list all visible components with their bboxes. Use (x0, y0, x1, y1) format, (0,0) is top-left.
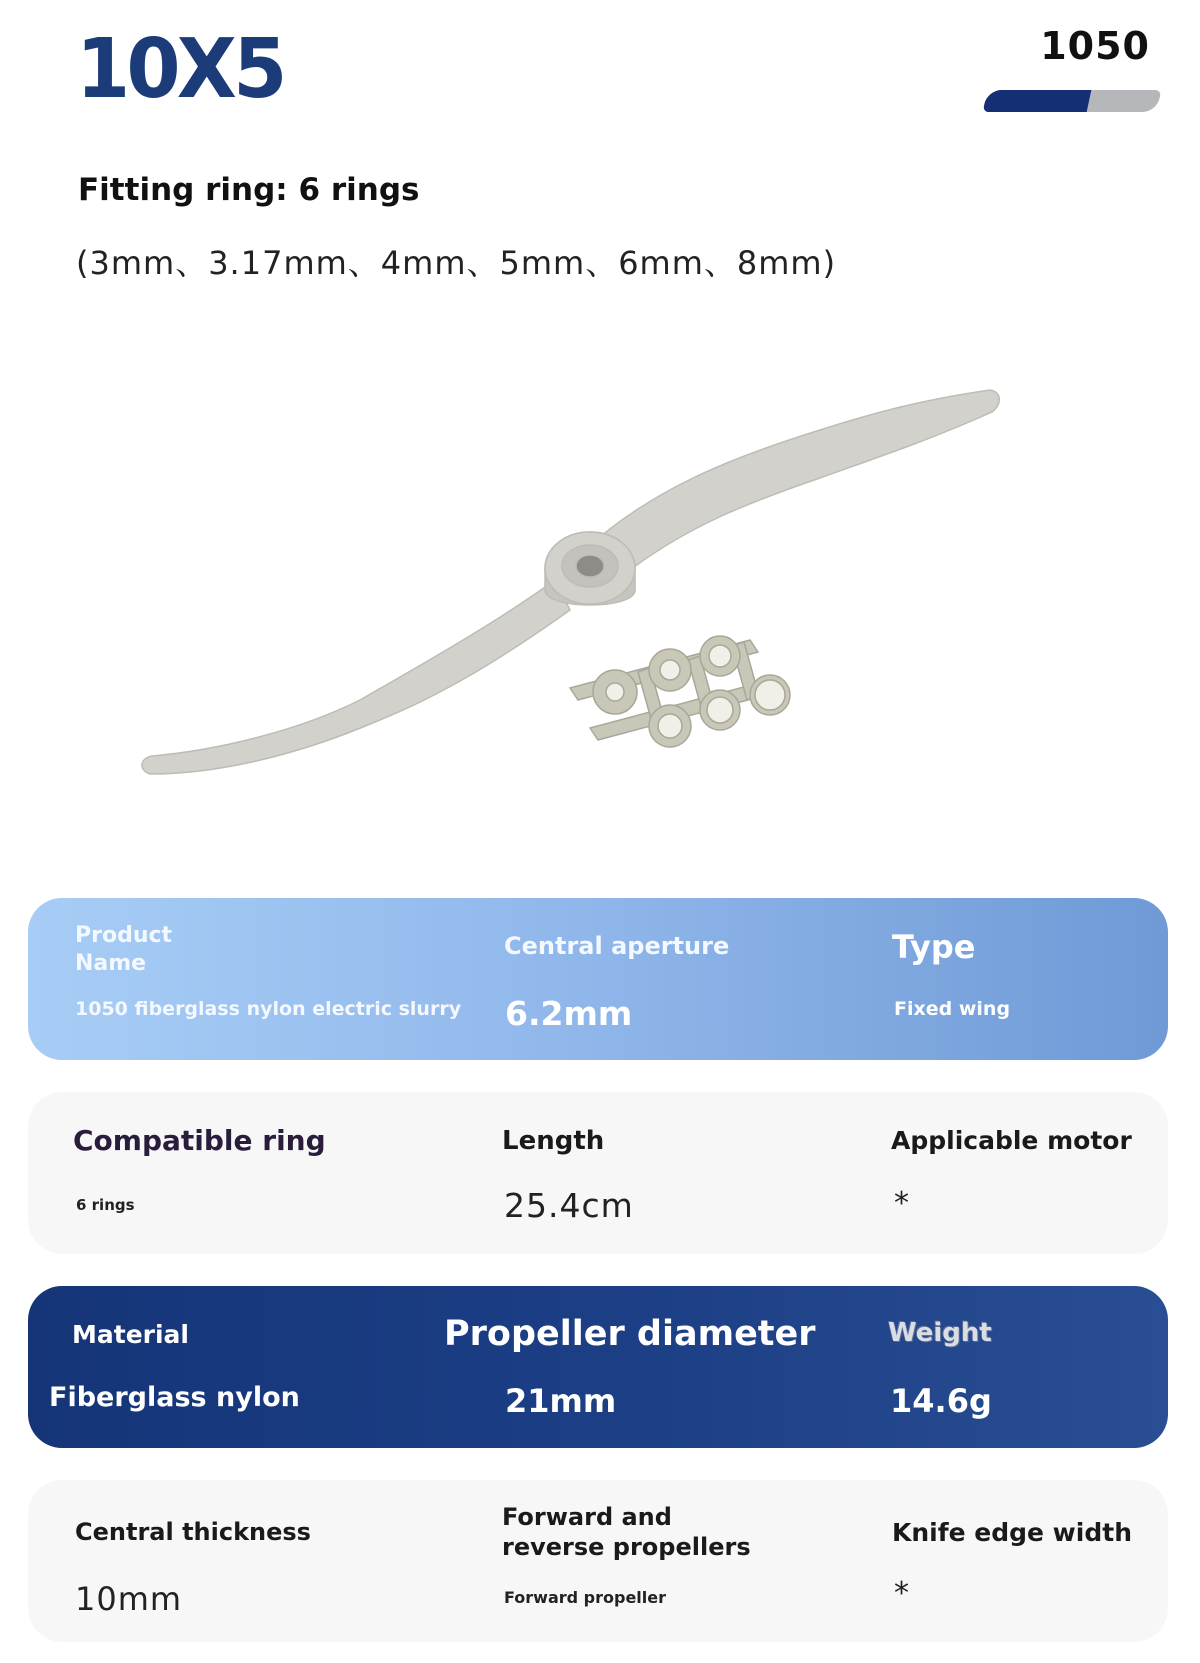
spec-card-fit (28, 1092, 1168, 1254)
central-thickness-value: 10mm (75, 1580, 183, 1618)
type-value: Fixed wing (894, 998, 1011, 1020)
model-title: 10X5 (76, 22, 284, 117)
weight-value: 14.6g (890, 1382, 992, 1420)
fitting-ring-title: Fitting ring: 6 rings (78, 172, 420, 208)
type-label: Type (892, 928, 976, 966)
adapter-rings-icon (570, 636, 790, 747)
propeller-with-adapter-rings-icon (130, 370, 1010, 830)
material-value: Fiberglass nylon (49, 1382, 300, 1413)
material-label: Material (72, 1320, 189, 1349)
model-level-bar (983, 90, 1162, 112)
propeller-diameter-label: Propeller diameter (444, 1314, 816, 1354)
weight-label: Weight (888, 1318, 992, 1348)
product-name-label: Product Name (75, 923, 173, 976)
compatible-ring-value: 6 rings (76, 1196, 135, 1214)
length-value: 25.4cm (504, 1186, 634, 1225)
knife-edge-width-label: Knife edge width (892, 1518, 1132, 1547)
propeller-direction-label: Forward and reverse propellers (502, 1503, 751, 1561)
fitting-ring-sizes: (3mm、3.17mm、4mm、5mm、6mm、8mm) (76, 244, 837, 282)
propeller-direction-value: Forward propeller (504, 1588, 667, 1607)
applicable-motor-label: Applicable motor (891, 1126, 1132, 1155)
spec-card-material (28, 1286, 1168, 1448)
central-thickness-label: Central thickness (75, 1518, 311, 1546)
knife-edge-width-value: * (894, 1576, 909, 1611)
product-name-value: 1050 fiberglass nylon electric slurry (75, 998, 462, 1020)
central-aperture-label: Central aperture (504, 932, 730, 960)
spec-card-basic (28, 898, 1168, 1060)
model-code: 1050 (1040, 24, 1150, 68)
spec-card-geometry (28, 1480, 1168, 1642)
applicable-motor-value: * (894, 1186, 909, 1221)
length-label: Length (502, 1126, 605, 1156)
propeller-icon (142, 390, 999, 774)
central-aperture-value: 6.2mm (505, 994, 633, 1033)
compatible-ring-label: Compatible ring (73, 1124, 326, 1157)
model-level-bar-fill (983, 90, 1092, 112)
propeller-diameter-value: 21mm (505, 1382, 617, 1420)
